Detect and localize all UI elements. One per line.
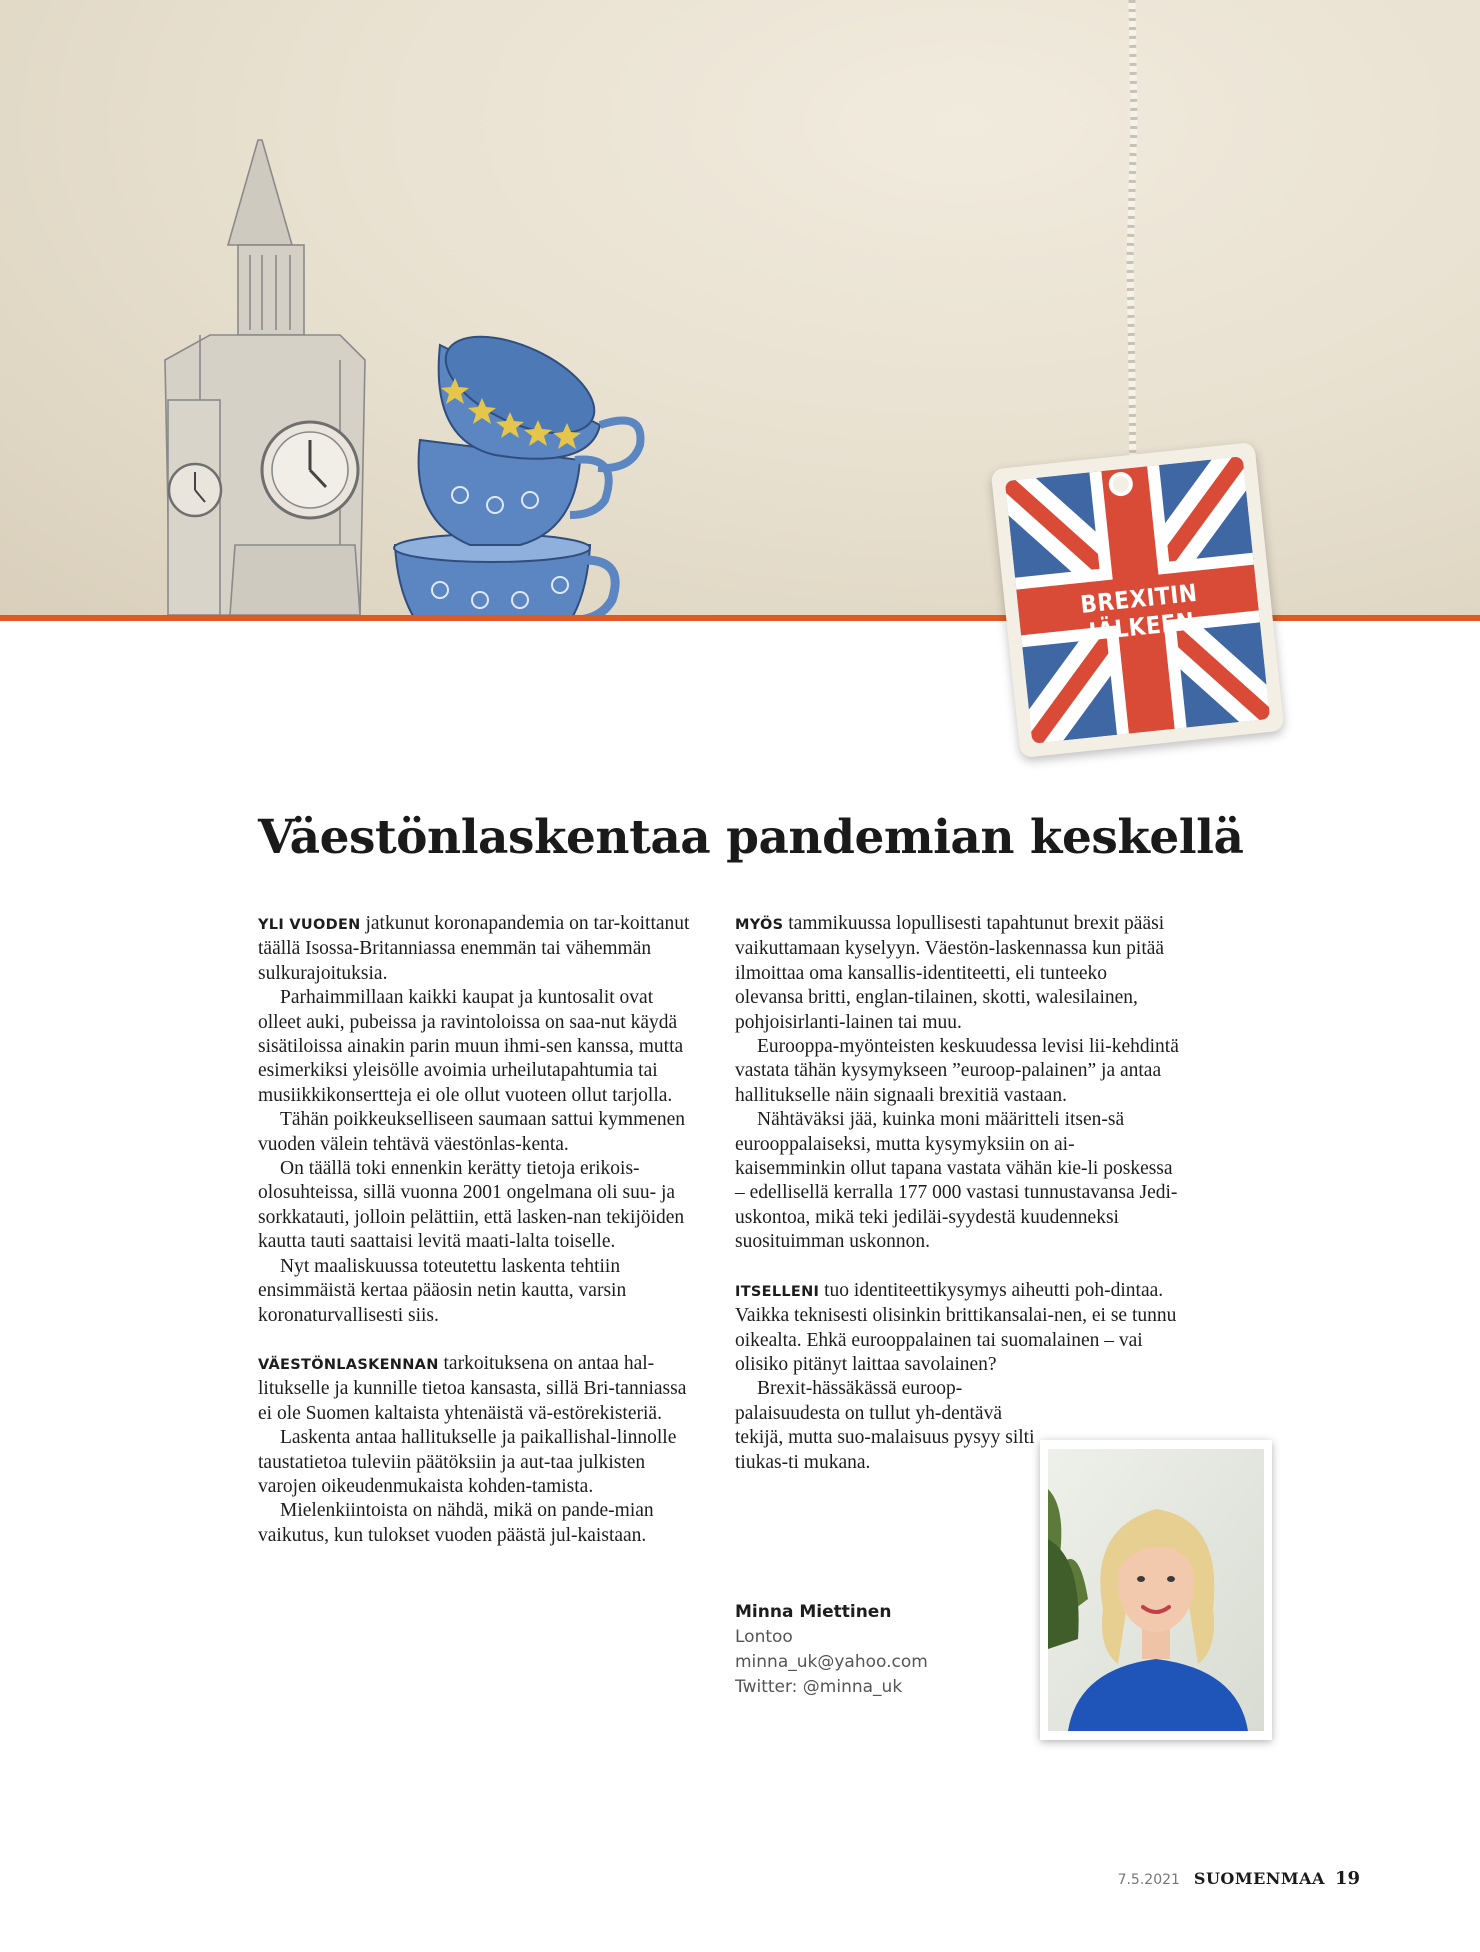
article-title: Väestönlaskentaa pandemian keskellä xyxy=(258,810,1244,865)
brexit-tag xyxy=(991,442,1285,758)
author-photo xyxy=(1048,1449,1264,1731)
paragraph-text: tuo identiteettikysymys aiheutti poh-dintaa. Vaikka teknisesti olisinkin brittikansalai-nen, ei se tunnu oikealta. Ehkä eurooppalainen tai suomalainen – vai olisiko pitänyt laittaa savolainen? xyxy=(735,1279,1177,1375)
author-photo-frame xyxy=(1040,1440,1272,1740)
paragraph: Parhaimmillaan kaikki kaupat ja kuntosalit ovat olleet auki, pubeissa ja ravintoloissa on saa-nut käydä sisätiloissa ainakin parin muun ihmi-sen kanssa, mutta esimerkiksi yleisölle avoimia urheilutapahtumia tai musiikkikonsertteja ei ole ollut vuoteen ollut tarjolla. xyxy=(258,987,684,1106)
page-footer xyxy=(1100,1868,1360,1889)
big-ben-icon xyxy=(165,140,365,615)
paragraph: Eurooppa-myönteisten keskuudessa levisi lii-kehdintä vastata tähän kysymykseen ”euroop-palainen” ja antaa hallitukselle näin signaali brexitiä vastaan. xyxy=(735,1036,1179,1106)
paragraph xyxy=(258,912,698,986)
paragraph: On täällä toki ennenkin kerätty tietoja erikois-olosuhteissa, sillä vuonna 2001 ongelmana oli suu- ja sorkkatauti, jolloin pelättiin, että lasken-nan tekijöiden kautta tauti saattaisi levitä maati-lalta toiselle. xyxy=(258,1158,685,1253)
paragraph xyxy=(735,1279,1180,1378)
author-city: Lontoo xyxy=(735,1627,793,1647)
tea-cups-icon xyxy=(394,317,641,615)
author-twitter: Twitter: @minna_uk xyxy=(735,1677,903,1697)
author-byline xyxy=(735,1600,1035,1700)
author-name: Minna Miettinen xyxy=(735,1602,892,1622)
paragraph: Mielenkiintoista on nähdä, mikä on pande-mian vaikutus, kun tulokset vuoden päästä jul-kaistaan. xyxy=(258,1500,654,1546)
tag-label: BREXITIN JÄLKEEN xyxy=(1079,578,1199,647)
paragraph-text: tammikuussa lopullisesti tapahtunut brexit pääsi vaikuttamaan kyselyyn. Väestön-laskennassa kun pitää ilmoittaa oma kansallis-identiteetti, eli tunteeko olevansa britti, englan-tilainen, skotti, walesilainen, pohjoisirlanti-lainen tai muu. xyxy=(735,913,1165,1033)
paragraph xyxy=(735,912,1180,1035)
paragraph: Laskenta antaa hallitukselle ja paikallishal-linnolle taustatietoa tuleviin päätöksiin ja aut-taa julkisten varojen oikeudenmukaista kohden-tamista. xyxy=(258,1427,677,1497)
page-number: 19 xyxy=(1334,1868,1360,1889)
article-column-right xyxy=(735,912,1180,1475)
paragraph xyxy=(258,1352,698,1426)
paragraph: Nähtäväksi jää, kuinka moni määritteli itsen-sä eurooppalaiseksi, mutta kysymyksiin on ai-kaisemminkin ollut tapana vastata vähän kie-li poskessa – edellisellä kerralla 177 000 vastasi tunnustavansa Jedi-uskontoa, mikä teki jediläi-syydestä kuudenneksi suosituimman uskonnon. xyxy=(735,1109,1178,1253)
author-email: minna_uk@yahoo.com xyxy=(735,1652,928,1672)
article-column-left xyxy=(258,912,698,1548)
lead-in: YLI VUODEN xyxy=(258,917,361,933)
paragraph-text: jatkunut koronapandemia on tar-koittanut täällä Isossa-Britanniassa enemmän tai vähemmän sulkurajoituksia. xyxy=(258,913,690,984)
publication-name: SUOMENMAA xyxy=(1193,1869,1325,1888)
paragraph: Brexit-hässäkässä euroop-palaisuudesta on tullut yh-dentävä tekijä, mutta suo-malaisuus pysyy silti tiukas-ti mukana. xyxy=(735,1378,1035,1473)
paragraph: Tähän poikkeukselliseen saumaan sattui kymmenen vuoden välein tehtävä väestönlas-kenta. xyxy=(258,1109,686,1155)
lead-in: MYÖS xyxy=(735,917,784,933)
lead-in: VÄESTÖNLASKENNAN xyxy=(258,1356,439,1373)
issue-date: 7.5.2021 xyxy=(1117,1872,1180,1888)
lead-in: ITSELLENI xyxy=(735,1283,820,1300)
paragraph: Nyt maaliskuussa toteutettu laskenta tehtiin ensimmäistä kertaa pääosin netin kautta, varsin koronaturvallisesti siis. xyxy=(258,1255,627,1326)
paragraph-text: tarkoituksena on antaa hal-litukselle ja kunnille tietoa kansasta, sillä Bri-tanniassa ei ole Suomen kaltaista yhtenäistä vä-estörekisteriä. xyxy=(258,1352,687,1424)
